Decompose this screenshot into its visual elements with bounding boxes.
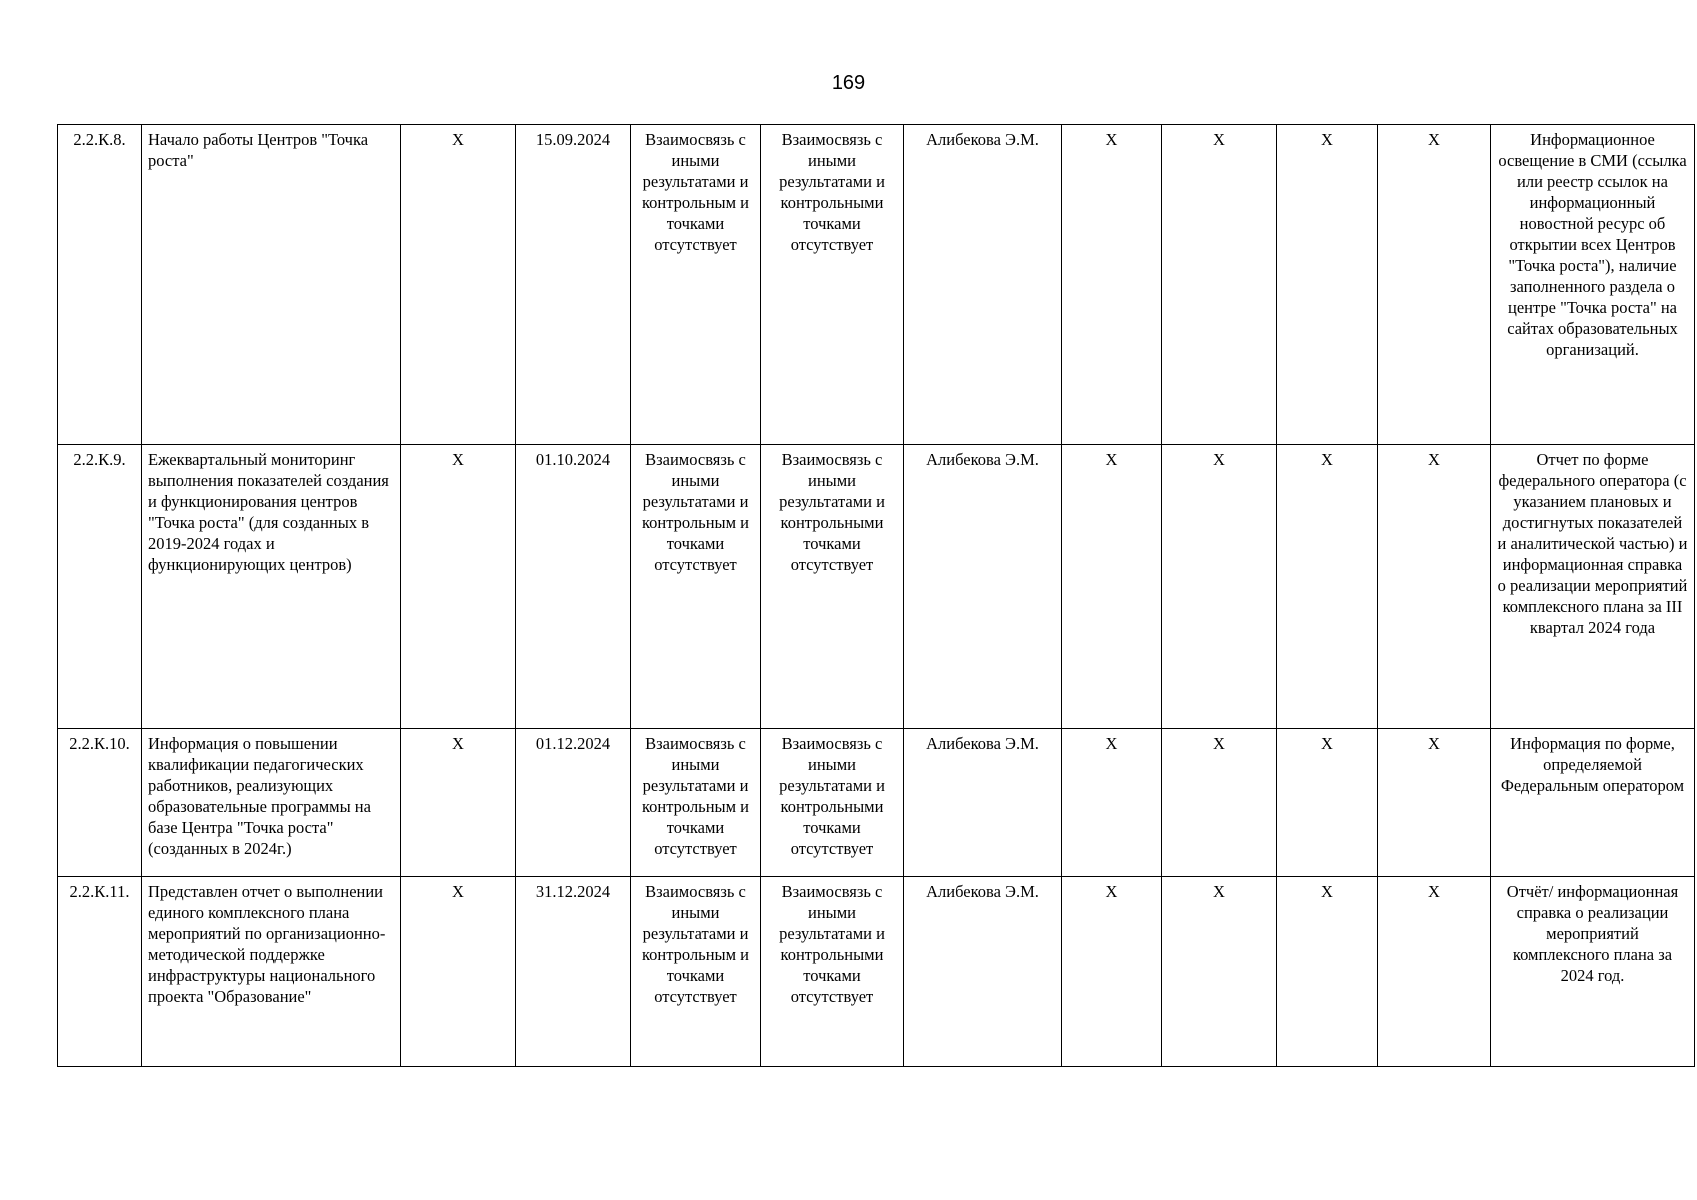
cell-x: Х [401,729,516,877]
row-number: 2.2.К.11. [58,877,142,1067]
event-name: Начало работы Центров "Точка роста" [142,125,401,445]
relation-next: Взаимосвязь с иными результатами и контрольными точками отсутствует [761,877,904,1067]
result-document: Отчёт/ информационная справка о реализации мероприятий комплексного плана за 2024 год. [1491,877,1695,1067]
cell-x: Х [401,125,516,445]
result-document: Отчет по форме федерального оператора (с указанием плановых и достигнутых показателей и аналитической частью) и информационная справка о реализации мероприятий комплексного плана за III квартал 2024 года [1491,445,1695,729]
relation-previous: Взаимосвязь с иными результатами и контрольным и точками отсутствует [631,445,761,729]
cell-x: Х [1277,877,1378,1067]
cell-x: Х [1062,729,1162,877]
responsible-person: Алибекова Э.М. [904,125,1062,445]
relation-previous: Взаимосвязь с иными результатами и контрольным и точками отсутствует [631,729,761,877]
responsible-person: Алибекова Э.М. [904,729,1062,877]
row-number: 2.2.К.10. [58,729,142,877]
page-number: 169 [831,72,866,94]
relation-next: Взаимосвязь с иными результатами и контрольными точками отсутствует [761,729,904,877]
cell-x: Х [1162,729,1277,877]
result-document: Информация по форме, определяемой Федеральным оператором [1491,729,1695,877]
deadline-date: 01.10.2024 [516,445,631,729]
cell-x: Х [401,445,516,729]
control-points-table [57,124,1695,1067]
table-row [58,445,1695,729]
relation-next: Взаимосвязь с иными результатами и контрольными точками отсутствует [761,445,904,729]
cell-x: Х [1277,445,1378,729]
cell-x: Х [1378,729,1491,877]
relation-previous: Взаимосвязь с иными результатами и контрольным и точками отсутствует [631,125,761,445]
cell-x: Х [1277,729,1378,877]
result-document: Информационное освещение в СМИ (ссылка или реестр ссылок на информационный новостной ресурс об открытии всех Центров "Точка роста"), наличие заполненного раздела о центре "Точка роста" на сайтах образовательных организаций. [1491,125,1695,445]
responsible-person: Алибекова Э.М. [904,445,1062,729]
table-row [58,877,1695,1067]
cell-x: Х [1378,877,1491,1067]
cell-x: Х [1162,445,1277,729]
responsible-person: Алибекова Э.М. [904,877,1062,1067]
cell-x: Х [1162,125,1277,445]
table-row [58,125,1695,445]
row-number: 2.2.К.9. [58,445,142,729]
row-number: 2.2.К.8. [58,125,142,445]
cell-x: Х [1277,125,1378,445]
cell-x: Х [1062,877,1162,1067]
deadline-date: 31.12.2024 [516,877,631,1067]
table-row [58,729,1695,877]
event-name: Информация о повышении квалификации педагогических работников, реализующих образовательные программы на базе Центра "Точка роста" (созданных в 2024г.) [142,729,401,877]
relation-previous: Взаимосвязь с иными результатами и контрольным и точками отсутствует [631,877,761,1067]
deadline-date: 01.12.2024 [516,729,631,877]
cell-x: Х [1162,877,1277,1067]
cell-x: Х [1378,125,1491,445]
cell-x: Х [1062,445,1162,729]
relation-next: Взаимосвязь с иными результатами и контрольными точками отсутствует [761,125,904,445]
deadline-date: 15.09.2024 [516,125,631,445]
cell-x: Х [1378,445,1491,729]
event-name: Ежеквартальный мониторинг выполнения показателей создания и функционирования центров "Точка роста" (для созданных в 2019-2024 годах и функционирующих центров) [142,445,401,729]
cell-x: Х [401,877,516,1067]
cell-x: Х [1062,125,1162,445]
event-name: Представлен отчет о выполнении единого комплексного плана мероприятий по организационно-методической поддержке инфраструктуры национального проекта "Образование" [142,877,401,1067]
